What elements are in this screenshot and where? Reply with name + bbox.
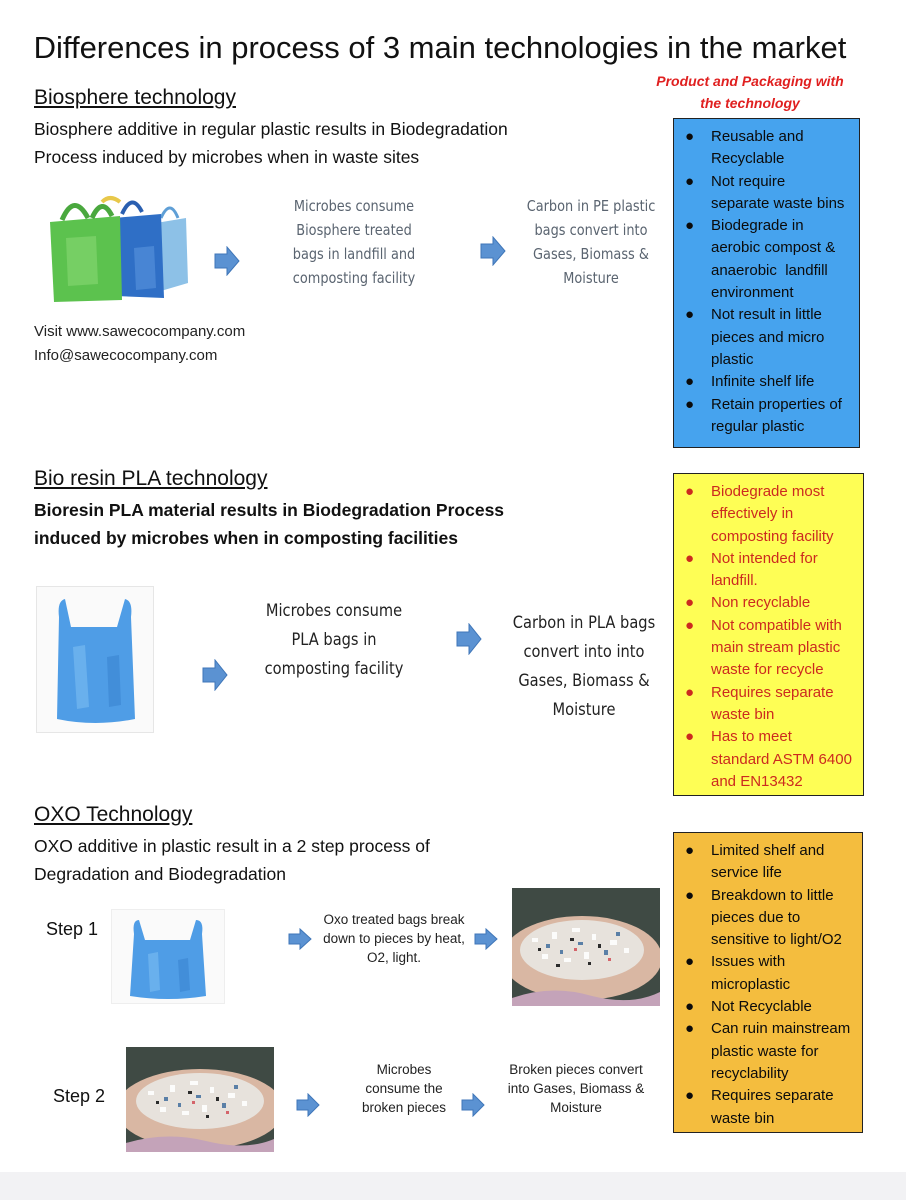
list-item: ● Biodegrade in aerobic compost & anaerobic landfill environment [685, 217, 836, 302]
list-item: ● Not intended for landfill. [685, 549, 818, 590]
arrow-right-icon [288, 928, 312, 950]
arrow-right-icon [296, 1093, 320, 1117]
pla-heading: Bio resin PLA technology [34, 467, 268, 490]
oxo-properties-box [673, 832, 863, 1133]
biosphere-properties-box [673, 118, 860, 448]
oxo-heading: OXO Technology [34, 803, 193, 826]
list-item: ● Not require separate waste bins [685, 172, 845, 212]
arrow-right-icon [474, 928, 498, 950]
list-item: ● Issues with microplastic [685, 953, 791, 993]
list-item: ● Retain properties of regular plastic [685, 395, 842, 435]
list-item: ● Non recyclable [685, 594, 811, 612]
list-item: ● Infinite shelf life [685, 373, 815, 391]
pla-flow-step-1: Microbes consume PLA bags in composting facility [264, 601, 404, 679]
blue-oxo-bag-photo [111, 909, 225, 1004]
arrow-right-icon [480, 236, 506, 266]
arrow-right-icon [461, 1093, 485, 1117]
pla-properties-box [673, 473, 864, 796]
step-1-label: Step 1 [46, 919, 99, 939]
list-item: ● Reusable and Recyclable [685, 128, 804, 168]
website-text: Visit www.sawecocompany.com [34, 323, 246, 340]
list-item: ● Breakdown to little pieces due to sensitive to light/O2 [685, 886, 842, 949]
list-item: ● Requires separate waste bin [685, 1087, 834, 1127]
arrow-right-icon [456, 623, 482, 655]
pla-flow-step-2: Carbon in PLA bags convert into into Gases, Biomass & Moisture [512, 613, 656, 720]
arrow-right-icon [202, 659, 228, 691]
list-item: ● Has to meet standard ASTM 6400 and EN13432 [685, 728, 852, 790]
biosphere-heading: Biosphere technology [34, 86, 236, 109]
product-packaging-caption: Product and Packaging with the technology [656, 73, 844, 111]
arrow-right-icon [214, 246, 240, 276]
colored-plastic-bags-photo [36, 188, 196, 314]
oxo-step-2-text-1: Microbes consume the broken pieces [361, 1062, 447, 1115]
plastic-fragments-hand-photo [126, 1047, 274, 1152]
plastic-fragments-photo [512, 888, 660, 1006]
contact-info [34, 320, 245, 368]
list-item: ● Biodegrade most effectively in composting facility [685, 483, 834, 545]
blue-pla-bag-photo [36, 586, 154, 733]
oxo-step-1-text: Oxo treated bags break down to pieces by heat, O2, light. [323, 912, 465, 965]
list-item: ● Not result in little pieces and micro plastic [685, 306, 825, 368]
list-item: ● Limited shelf and service life [685, 842, 825, 882]
list-item: ● Requires separate waste bin [685, 683, 834, 723]
oxo-description: OXO additive in plastic result in a 2 step process of Degradation and Biodegradation [34, 836, 430, 884]
list-item: ● Not compatible with main stream plastic waste for recycle [685, 616, 842, 679]
biosphere-description: Biosphere additive in regular plastic results in Biodegradation Process induced by microbes when in waste sites [34, 119, 508, 167]
list-item: ● Can ruin mainstream plastic waste for recyclability [685, 1020, 851, 1082]
biosphere-flow-step-2: Carbon in PE plastic bags convert into Gases, Biomass & Moisture [526, 197, 656, 287]
step-2-label: Step 2 [53, 1086, 106, 1106]
list-item: ● Not Recyclable [685, 998, 812, 1016]
biosphere-flow-step-1: Microbes consume Biosphere treated bags in landfill and composting facility [292, 197, 416, 287]
email-text: Info@sawecocompany.com [34, 347, 218, 364]
pla-description: Bioresin PLA material results in Biodegradation Process induced by microbes when in composting facilities [34, 500, 505, 548]
oxo-step-2-text-2: Broken pieces convert into Gases, Biomass & Moisture [507, 1062, 645, 1115]
page-title: Differences in process of 3 main technologies in the market [33, 30, 847, 65]
